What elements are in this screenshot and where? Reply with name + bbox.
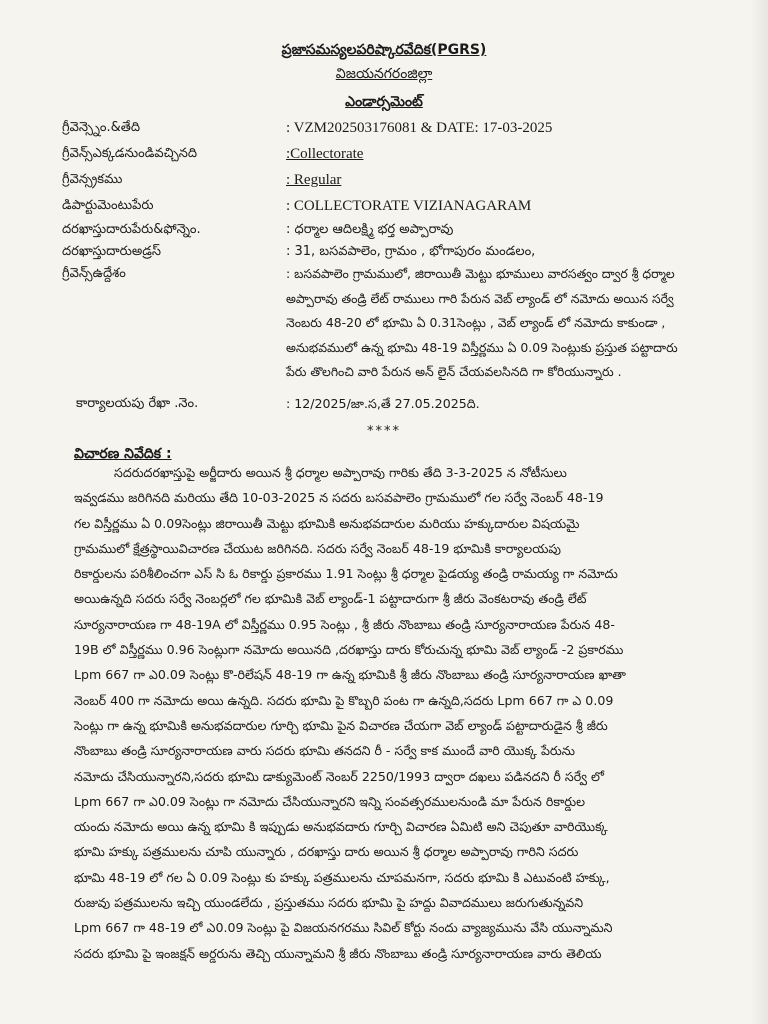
report-title: విచారణ నివేదిక : bbox=[74, 446, 172, 462]
field-label: దరఖాస్తుదారుఅడ్రస్ bbox=[62, 244, 161, 259]
report-line: సెంట్లు గా ఉన్న భూమికి అనుభవదారుల గూర్చి భూమి పైన విచారణ చేయగా వెబ్ ల్యాండ్ పట్టాదారుడైన శ్రీ జీరు bbox=[74, 717, 608, 733]
field-value: : 31, బసవపాలెం, గ్రామం , భోగాపురం మండలం, bbox=[286, 244, 536, 259]
report-line: భూమి 48-19 లో గల ఏ 0.09 సెంట్లు కు హక్కు పత్రములను చూపమనగా, సదరు భూమి కి ఎటువంటి హక్కు, bbox=[74, 869, 610, 885]
field-label: డిపార్టుమెంటుపేరు bbox=[62, 198, 154, 213]
report-line: నమోదు చేసియున్నారని,సదరు భూమి డాక్యుమెంట్ నెంబర్ 2250/1993 ద్వారా దఖలు పడినదని రీ సర్వే లో bbox=[74, 768, 604, 784]
field-department bbox=[62, 198, 748, 224]
field-grievance-type bbox=[62, 172, 748, 198]
field-label: గ్రీవెన్స్ఉద్దేశం bbox=[62, 266, 126, 281]
field-grievance-source bbox=[62, 146, 748, 172]
report-line: గల విస్తీర్ణము ఏ 0.09సెంట్లు జిరాయితీ మెట్టు భూమికి అనుభవదారుల మరియు హక్కుదారుల విషయమై bbox=[74, 515, 580, 531]
field-value: :Collectorate bbox=[286, 146, 364, 162]
field-value: : ధర్మాల ఆదిలక్ష్మి భర్త అప్పారావు bbox=[286, 222, 454, 237]
field-label: గ్రీవెన్స్ఎక్కడనుండివచ్చినది bbox=[62, 146, 198, 161]
document-title bbox=[0, 42, 768, 61]
field-value: : Regular bbox=[286, 172, 342, 188]
separator-stars: **** bbox=[367, 424, 401, 439]
report-line: యందు నమోదు అయి ఉన్న భూమి కి ఇప్పుడు అనుభవదారు గూర్చి విచారణ ఏమిటి అని చెపుతూ వారియొక్క bbox=[74, 819, 608, 835]
report-body bbox=[74, 460, 748, 966]
report-line: నొంబాబు తండ్రి సూర్యనారాయణ వారు సదరు భూమి తనదని రీ - సర్వే కాక ముందే వారి యొక్క పేరును bbox=[74, 743, 575, 759]
grievance-purpose-text bbox=[286, 262, 746, 385]
report-line: Lpm 667 గా 48-19 లో ఎ0.09 సెంట్లు పై విజయనగరము సివిల్ కోర్టు నందు వ్యాజ్యమును వేసి యున్నామని bbox=[74, 920, 613, 936]
field-office-reference bbox=[62, 396, 748, 422]
report-line: 19B లో విస్తీర్ణము 0.96 సెంట్లుగా నమోదు అయినది ,దరఖాస్తు దారు కోరుచున్న భూమి వెబ్ ల్యాండ్ -2 ప్రకారము bbox=[74, 642, 624, 658]
report-line: Lpm 667 గా ఎ0.09 సెంట్లు కొ-రిలేషన్ 48-19 గా ఉన్న భూమికి శ్రీ జీరు నొంబాబు తండ్రి సూర్యనారాయణ ఖాతా bbox=[74, 667, 626, 683]
field-value: : COLLECTORATE VIZIANAGARAM bbox=[286, 198, 532, 214]
field-label: దరఖాస్తుదారుపేరు&ఫోన్నెం. bbox=[62, 222, 201, 237]
field-value: : 12/2025/జా.స,తే 27.05.2025ది. bbox=[286, 396, 480, 411]
endorsement-text: ఎండార్సమెంట్ bbox=[345, 94, 423, 110]
purpose-line: నెంబరు 48-20 లో భూమి ఏ 0.31సెంట్లు , వెబ్ ల్యాండ్ లో నమోదు కాకుండా , bbox=[286, 315, 666, 330]
report-line: సదరు భూమి పై ఇంజక్షన్ అర్డరును తెచ్చి యున్నామని శ్రీ జీరు నొంబాబు తండ్రి సూర్యనారాయణ వారు తెలియ bbox=[74, 945, 602, 961]
purpose-line: అనుభవములో ఉన్న భూమి 48-19 విస్తీర్ణము ఏ 0.09 సెంట్లుకు ప్రస్తుత పట్టాదారు bbox=[286, 339, 678, 355]
report-line: సూర్యనారాయణ గా 48-19A లో విస్తీర్ణము 0.95 సెంట్లు , శ్రీ జీరు నొంబాబు తండ్రి సూర్యనారాయణ పేరున 48- bbox=[74, 616, 615, 632]
report-line: నెంబర్ 400 గా నమోదు అయి ఉన్నది. సదరు భూమి పై కొబ్బరి పంట గా ఉన్నది,సదరు Lpm 667 గా ఎ 0.09 bbox=[74, 692, 614, 708]
district-text: విజయనగరంజిల్లా bbox=[335, 66, 433, 82]
report-line: రుజువు పత్రములను ఇచ్చి యుండలేదు , ప్రస్తుతము సదరు భూమి పై హద్దు వివాదములు జరుగుతున్నవని bbox=[74, 895, 584, 911]
page-edge-shadow bbox=[750, 0, 768, 1024]
field-value: : VZM202503176081 & DATE: 17-03-2025 bbox=[286, 120, 553, 136]
endorsement-heading bbox=[0, 94, 768, 113]
report-line: సదరుదరఖాస్తుపై అర్జీదారు అయిన శ్రీ ధర్మాల అప్పారావు గారికు తేది 3-3-2025 న నోటీసులు bbox=[114, 465, 567, 480]
report-line: ఇవ్వడము జరిగినది మరియు తేది 10-03-2025 న సదరు బసవపాలెం గ్రామములో గల సర్వే నెంబర్ 48-19 bbox=[74, 490, 604, 506]
title-text: ప్రజాసమస్యలపరిష్కారవేదిక(PGRS) bbox=[281, 42, 487, 58]
purpose-line: పేరు తొలగించి వారి పేరున అన్ లైన్ చేయవలసినది గా కోరియున్నారు . bbox=[286, 364, 622, 379]
report-line: రికార్డులను పరిశీలించగా ఎస్ సి ఓ రికార్డు ప్రకారము 1.91 సెంట్లు శ్రీ ధర్మాల పైడయ్య తండ్రి రామయ్య గా నమోదు bbox=[74, 566, 618, 582]
district-name bbox=[0, 66, 768, 85]
purpose-line: : బసవపాలెం గ్రామములో, జిరాయితీ మెట్టు భూములు వారసత్వం ద్వార శ్రీ ధర్మాల bbox=[286, 266, 675, 281]
purpose-line: అప్పారావు తండ్రి లేట్ రాములు గారి పేరున వెబ్ ల్యాండ్ లో నమోదు అయిన సర్వే bbox=[286, 290, 674, 306]
report-line: Lpm 667 గా ఎ0.09 సెంట్లు గా నమోదు చేసియున్నారని ఇన్ని సంవత్సరములనుండి మా పేరున రికార్డుల bbox=[74, 793, 586, 809]
report-line: భూమి హక్కు పత్రములను చూపి యున్నారు , దరఖాస్తు దారు అయిన శ్రీ ధర్మాల అప్పారావు గారిని సదరు bbox=[74, 844, 579, 860]
field-label: గ్రీవెన్స్రకము bbox=[62, 172, 123, 187]
report-line: గ్రామములో క్షేత్రస్థాయివిచారణ చేయుట జరిగినది. సదరు సర్వే నెంబర్ 48-19 భూమికి కార్యాలయపు bbox=[74, 540, 561, 556]
field-label: గ్రీవెన్స్నెం.&తేది bbox=[62, 120, 141, 135]
report-line: అయిఉన్నది సదరు సర్వే నెంబర్లలో గల భూమికి వెబ్ ల్యాండ్-1 పట్టాదారుగా శ్రీ జీరు వెంకటరావు తండ్రి లేట్ bbox=[74, 591, 587, 607]
field-grievance-number bbox=[62, 120, 748, 146]
field-label: కార్యాలయపు రేఖా .నెం. bbox=[76, 396, 199, 411]
